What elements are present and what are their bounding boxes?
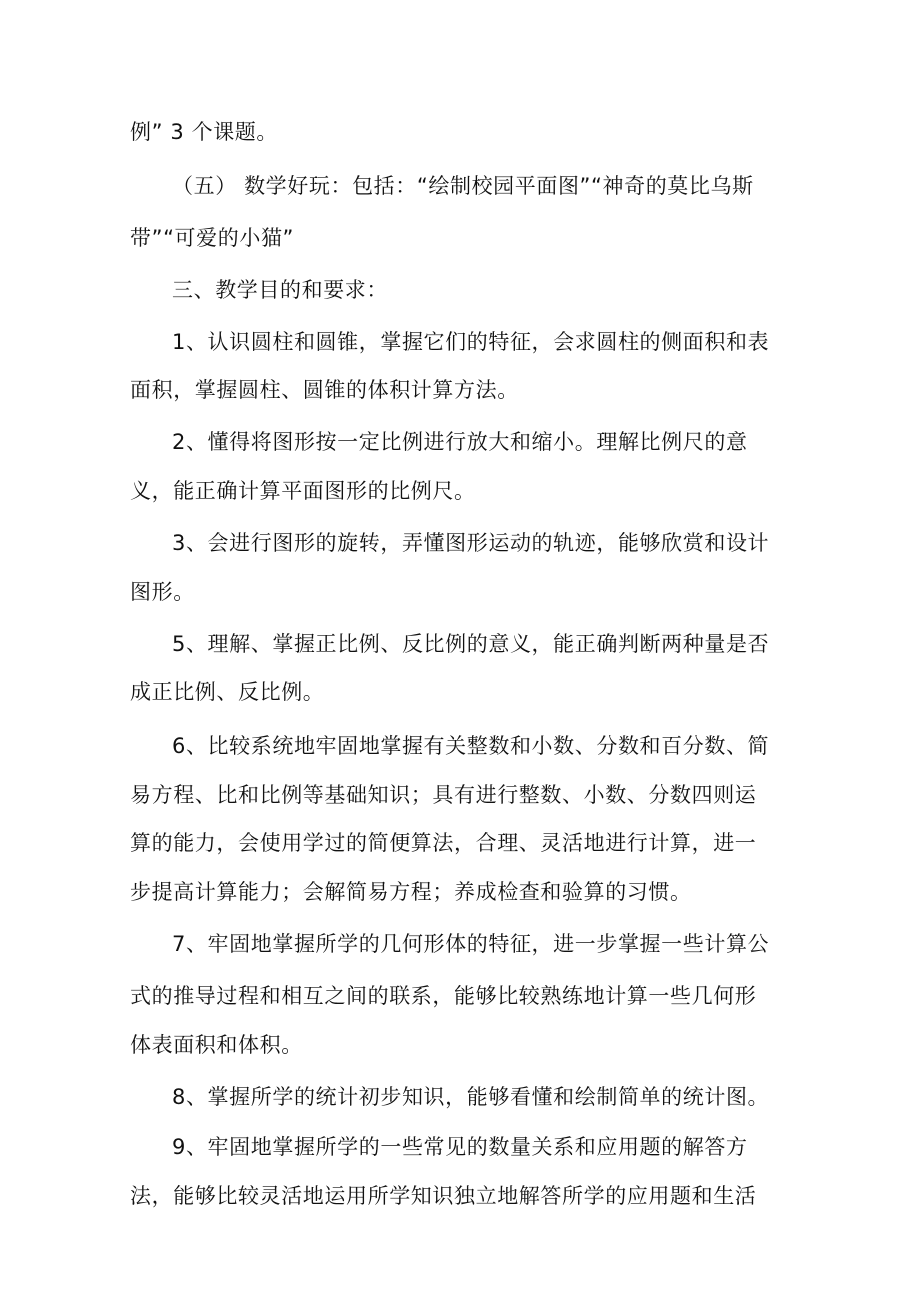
text-line: 3、会进行图形的旋转，弄懂图形运动的轨迹，能够欣赏和设计 (172, 531, 770, 555)
text-line: 6、比较系统地牢固地掌握有关整数和小数、分数和百分数、简 (172, 734, 770, 758)
text-line: 义，能正确计算平面图形的比例尺。 (130, 479, 476, 503)
text-line: 法，能够比较灵活地运用所学知识独立地解答所学的应用题和生活 (130, 1184, 757, 1208)
text-line: 例” 3 个课题。 (130, 120, 278, 144)
text-line: 9、牢固地掌握所学的一些常见的数量关系和应用题的解答方 (172, 1135, 748, 1159)
text-line: 式的推导过程和相互之间的联系，能够比较熟练地计算一些几何形 (130, 984, 757, 1008)
text-line: 易方程、比和比例等基础知识；具有进行整数、小数、分数四则运 (130, 783, 757, 807)
text-line: 图形。 (130, 580, 195, 604)
text-line: 体表面积和体积。 (130, 1033, 303, 1057)
text-line: 5、理解、掌握正比例、反比例的意义，能正确判断两种量是否 (172, 632, 770, 656)
section-heading: 三、教学目的和要求： (172, 278, 388, 302)
text-line: （五） 数学好玩：包括：“绘制校园平面图”“神奇的莫比乌斯 (172, 174, 754, 198)
text-line: 带”“可爱的小猫” (130, 226, 295, 250)
text-line: 8、掌握所学的统计初步知识，能够看懂和绘制简单的统计图。 (172, 1085, 770, 1109)
text-line: 面积，掌握圆柱、圆锥的体积计算方法。 (130, 378, 519, 402)
text-line: 1、认识圆柱和圆锥，掌握它们的特征，会求圆柱的侧面积和表 (172, 330, 770, 354)
text-line: 2、懂得将图形按一定比例进行放大和缩小。理解比例尺的意 (172, 430, 748, 454)
text-line: 7、牢固地掌握所学的几何形体的特征，进一步掌握一些计算公 (172, 932, 770, 956)
text-line: 成正比例、反比例。 (130, 680, 325, 704)
text-line: 步提高计算能力；会解简易方程；养成检查和验算的习惯。 (130, 880, 692, 904)
text-line: 算的能力，会使用学过的简便算法，合理、灵活地进行计算，进一 (130, 831, 757, 855)
